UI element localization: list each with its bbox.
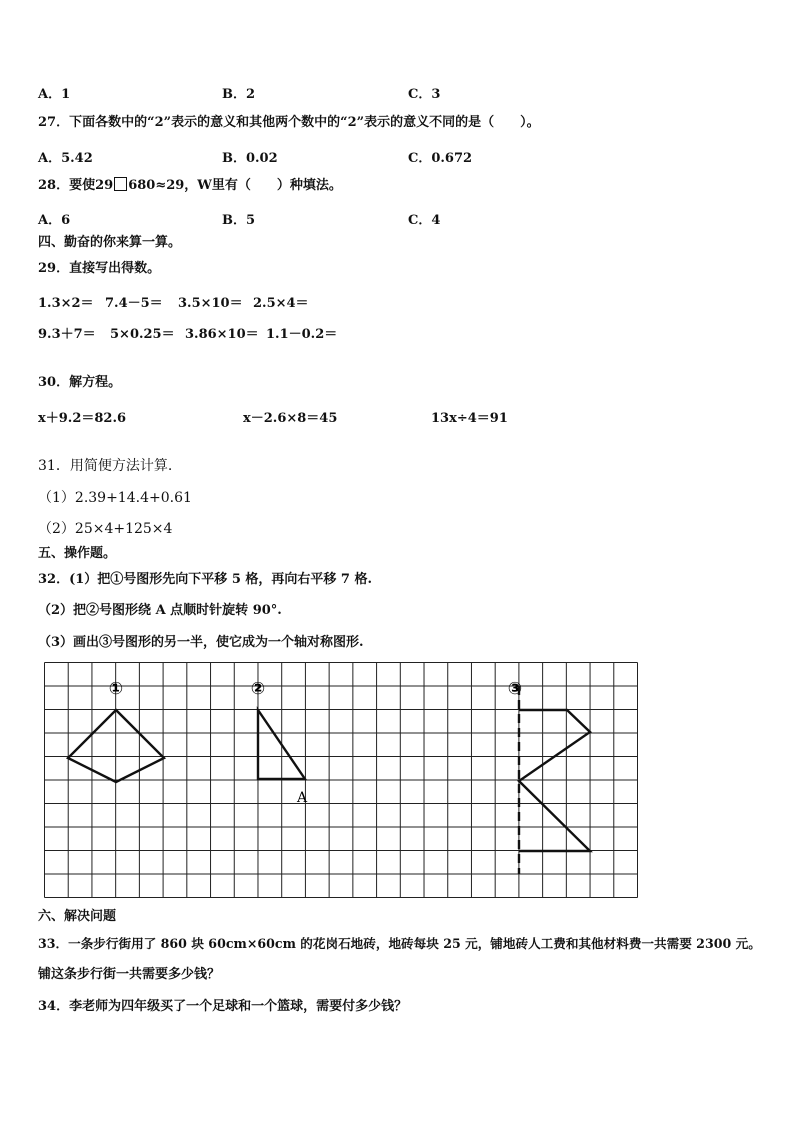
q29-calc: 2.5×4＝: [253, 296, 309, 311]
figure-3-label: ③: [507, 679, 523, 699]
q30-equation: 13x÷4＝91: [431, 411, 508, 426]
figure-1-label: ①: [108, 679, 124, 699]
q32-line-3: （3）画出③号图形的另一半，使它成为一个轴对称图形.: [38, 635, 364, 650]
q33-line-1: 33．一条步行街用了 860 块 60cm×60cm 的花岗石地砖，地砖每块 25 元，铺地砖人工费和其他材料费一共需要 2300 元。: [38, 936, 761, 951]
q32-line-2: （2）把②号图形绕 A 点顺时针旋转 90°.: [38, 603, 282, 618]
q26-option-b: B．2: [222, 87, 256, 102]
q28-option-a: A．6: [38, 213, 71, 228]
q33-line-2: 铺这条步行街一共需要多少钱？: [38, 967, 221, 982]
section-4-heading: 四、勤奋的你来算一算。: [38, 235, 182, 250]
q31-stem: 31．用简便方法计算.: [38, 458, 173, 474]
figure-2-label: ②: [250, 679, 266, 699]
q29-calc: 7.4－5＝: [105, 296, 163, 311]
grid-figure: [44, 662, 638, 898]
blank-box: [114, 177, 127, 191]
q28-stem: [38, 177, 342, 194]
q29-calc: 1.3×2＝: [38, 296, 94, 311]
q28-option-c: C．4: [408, 213, 441, 228]
section-6-heading: 六、解决问题: [38, 909, 117, 924]
q28-stem-b: 680≈29，W里有（ ）种填法。: [128, 178, 342, 193]
q29-calc: 5×0.25＝: [110, 327, 175, 342]
q30-equation: x－2.6×8＝45: [243, 411, 338, 426]
q32-line-1: 32．(1）把①号图形先向下平移 5 格，再向右平移 7 格.: [38, 572, 373, 587]
q28-stem-a: 28．要使29: [38, 178, 114, 193]
q28-option-b: B．5: [222, 213, 256, 228]
grid-svg: [44, 662, 638, 898]
q29-calc: 1.1－0.2＝: [266, 327, 338, 342]
q29-calc: 3.5×10＝: [178, 296, 243, 311]
q26-option-c: C．3: [408, 87, 441, 102]
q31-item: （1）2.39+14.4+0.61: [38, 490, 192, 506]
q29-calc: 9.3＋7＝: [38, 327, 96, 342]
point-a-label: A: [297, 790, 308, 806]
q27-stem: 27．下面各数中的“2”表示的意义和其他两个数中的“2”表示的意义不同的是（ ）。: [38, 115, 540, 130]
q26-option-a: A．1: [38, 87, 71, 102]
section-5-heading: 五、操作题。: [38, 546, 117, 561]
q29-stem: 29．直接写出得数。: [38, 261, 161, 276]
q30-stem: 30．解方程。: [38, 375, 122, 390]
q27-option-a: A．5.42: [38, 151, 93, 166]
q34-stem: 34．李老师为四年级买了一个足球和一个篮球，需要付多少钱？: [38, 999, 408, 1014]
q31-item: （2）25×4+125×4: [38, 521, 173, 537]
q29-calc: 3.86×10＝: [185, 327, 259, 342]
q27-option-c: C．0.672: [408, 151, 473, 166]
q30-equation: x＋9.2＝82.6: [38, 411, 127, 426]
q27-option-b: B．0.02: [222, 151, 278, 166]
